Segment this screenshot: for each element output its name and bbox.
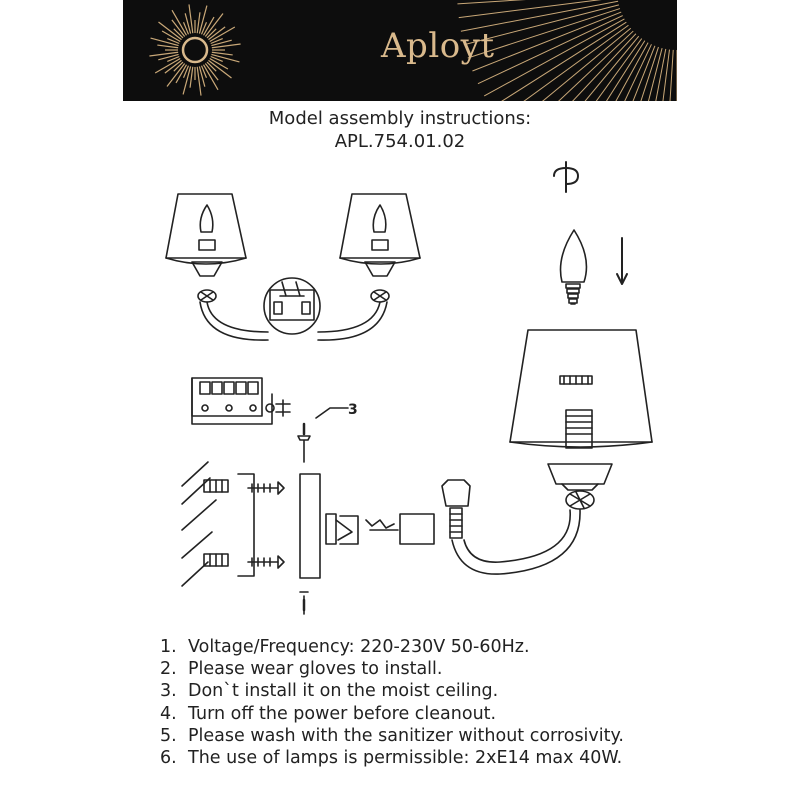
callout-number: 3 [348, 402, 358, 418]
assembly-diagram [0, 150, 800, 630]
list-item: 4. Turn off the power before cleanout. [160, 703, 497, 724]
rotate-icon [554, 162, 578, 192]
list-item: 2. Please wear gloves to install. [160, 659, 443, 680]
instruction-list [160, 636, 624, 769]
brand-banner [123, 0, 677, 101]
mounting-plate-illustration [298, 424, 320, 614]
down-arrow-icon [617, 238, 627, 284]
wall-anchors-illustration [204, 474, 284, 576]
bulb-icon [561, 230, 587, 304]
list-item: 1. Voltage/Frequency: 220-230V 50-60Hz. [160, 637, 530, 657]
list-item: 3. Don`t install it on the moist ceiling. [160, 681, 499, 702]
callout-leader [316, 408, 348, 418]
list-item: 6. The use of lamps is permissible: 2xE14 max 40W. [160, 748, 623, 769]
terminal-block-illustration [192, 378, 290, 424]
page-title: Model assembly instructions: [268, 108, 532, 129]
brand-name: Aployt [381, 26, 495, 66]
shade-and-arm-illustration [442, 330, 652, 574]
model-number: APL.754.01.02 [334, 131, 466, 152]
wire-connector-illustration [326, 514, 434, 544]
complete-fixture-illustration [166, 194, 420, 340]
list-item: 5. Please wash with the sanitizer without corrosivity. [160, 725, 624, 746]
